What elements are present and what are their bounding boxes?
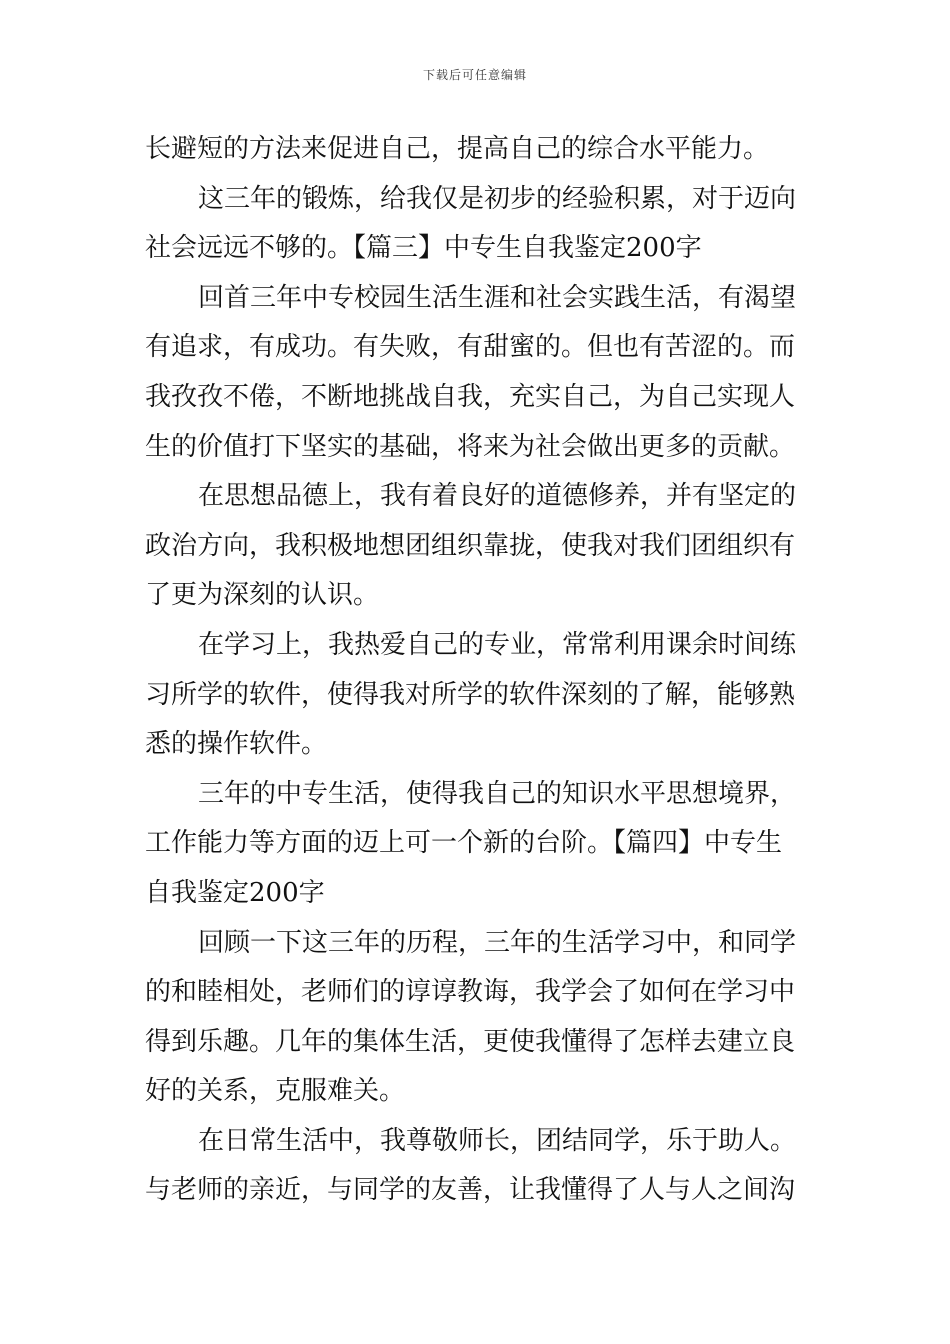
text-line: 习所学的软件，使得我对所学的软件深刻的了解，能够熟 [145, 679, 796, 710]
text-line: 得到乐趣。几年的集体生活，更使我懂得了怎样去建立良 [145, 1026, 796, 1057]
text-line: 长避短的方法来促进自己，提高自己的综合水平能力。 [145, 134, 770, 164]
text-line: 工作能力等方面的迈上可一个新的台阶。【篇四】中专生 [145, 828, 783, 859]
text-line: 回首三年中专校园生活生涯和社会实践生活，有渴望 [198, 282, 797, 313]
text-line: 自我鉴定200字 [145, 877, 325, 908]
text-line: 的和睦相处，老师们的谆谆教诲，我学会了如何在学习中 [145, 977, 796, 1008]
text-line: 政治方向，我积极地想团组织靠拢，使我对我们团组织有 [145, 530, 796, 561]
text-line: 我孜孜不倦，不断地挑战自我，充实自己，为自己实现人 [145, 381, 796, 412]
text-line: 了更为深刻的认识。 [145, 580, 380, 611]
text-line: 在日常生活中，我尊敬师长，团结同学，乐于助人。 [198, 1125, 797, 1156]
text-line: 与老师的亲近，与同学的友善，让我懂得了人与人之间沟 [145, 1175, 796, 1206]
text-line: 生的价值打下坚实的基础，将来为社会做出更多的贡献。 [145, 431, 796, 462]
page-header: 下载后可任意编辑 [422, 68, 527, 82]
text-line: 这三年的锻炼，给我仅是初步的经验积累，对于迈向 [198, 183, 797, 214]
text-line: 好的关系，克服难关。 [145, 1076, 406, 1107]
text-line: 在思想品德上，我有着良好的道德修养，并有坚定的 [198, 481, 797, 512]
text-line: 有追求，有成功。有失败，有甜蜜的。但也有苦涩的。而 [145, 332, 796, 363]
text-line: 社会远远不够的。【篇三】中专生自我鉴定200字 [145, 233, 702, 264]
text-line: 三年的中专生活，使得我自己的知识水平思想境界， [198, 778, 797, 809]
text-line: 回顾一下这三年的历程，三年的生活学习中，和同学 [198, 927, 797, 958]
document-body [145, 125, 810, 1216]
text-line: 悉的操作软件。 [145, 729, 328, 760]
text-line: 在学习上，我热爱自己的专业，常常利用课余时间练 [198, 629, 797, 660]
